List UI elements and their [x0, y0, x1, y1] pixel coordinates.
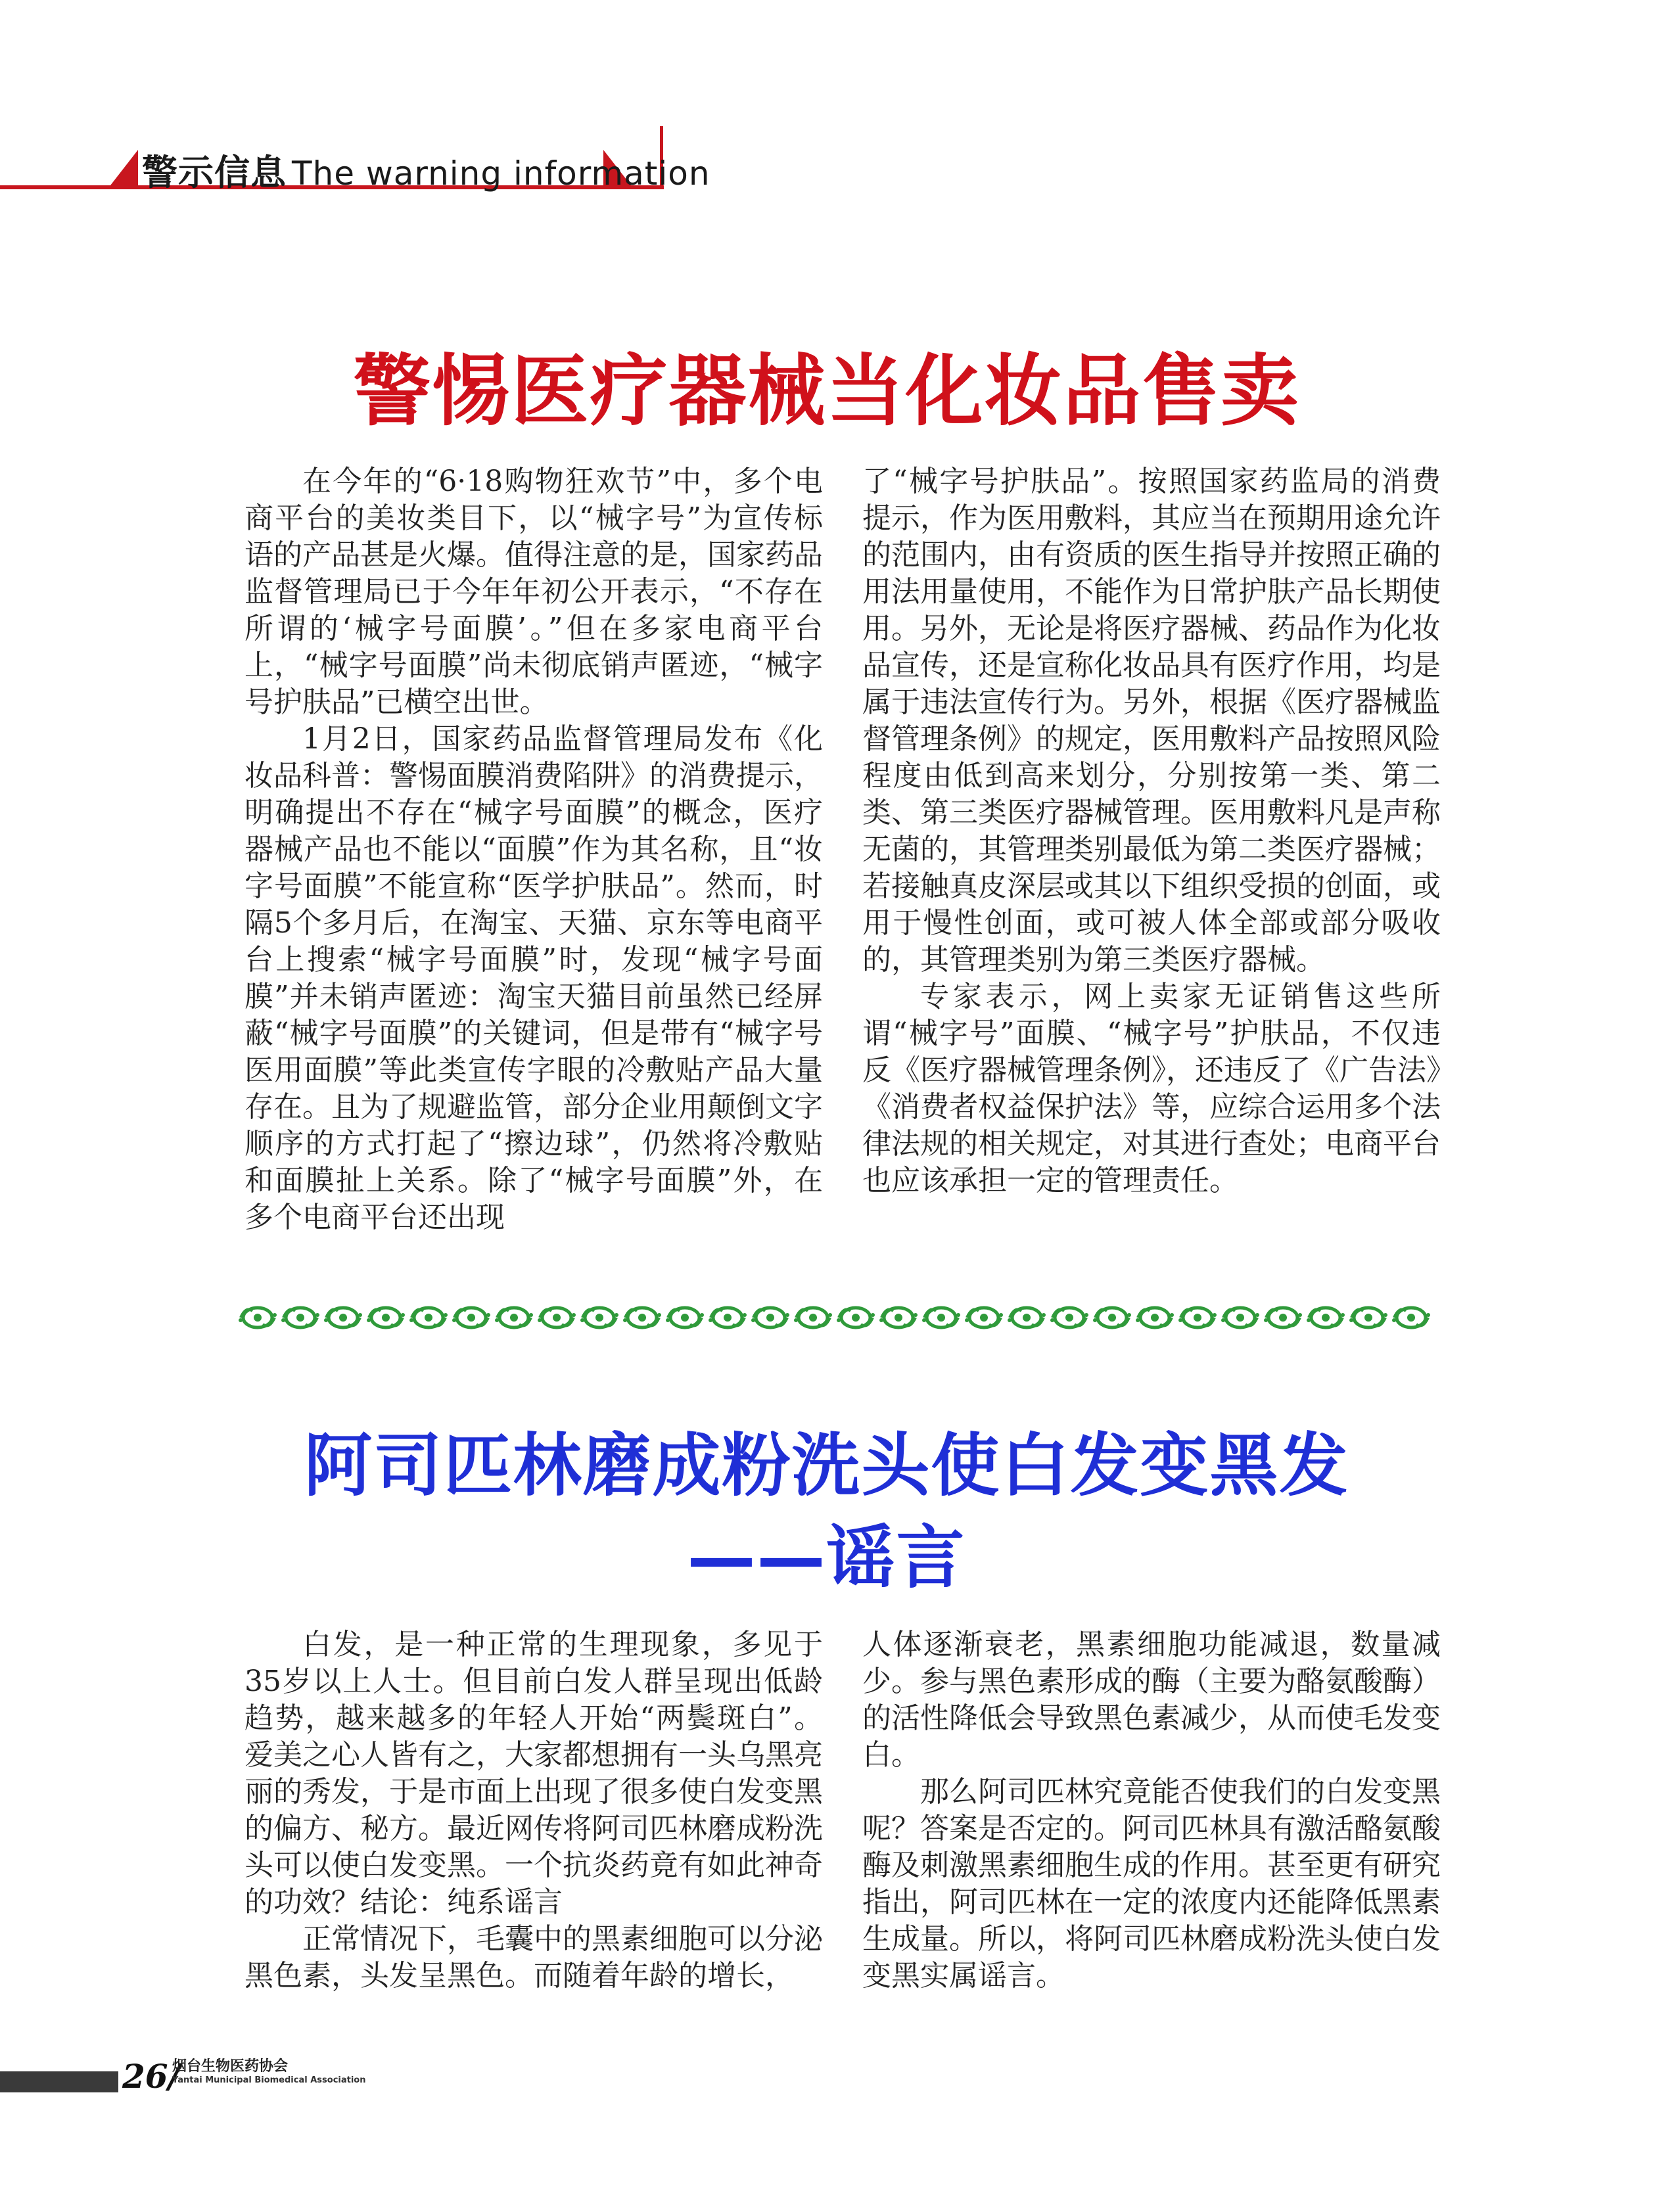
footer-organization	[172, 2058, 365, 2086]
article2-title	[0, 1419, 1653, 1603]
ornament-motif	[580, 1308, 618, 1327]
header-triangle-left	[110, 150, 138, 185]
ornament-motif	[623, 1308, 661, 1327]
article1-paragraph: 专家表示，网上卖家无证销售这些所谓“械字号”面膜、“械字号”护肤品，不仅违反《医疗器械管理条例》，还违反了《广告法》《消费者权益保护法》等，应综合运用多个法律法规的相关规定，对其进行查处；电商平台也应该承担一定的管理责任。	[862, 980, 1441, 1197]
section-title-cn: 警示信息	[142, 152, 287, 193]
ornament-motif	[1008, 1308, 1046, 1327]
footer-bar	[0, 2071, 118, 2092]
ornament-motif	[1392, 1308, 1430, 1327]
section-title-en: The warning information	[292, 154, 710, 193]
ornament-motif	[666, 1308, 704, 1327]
ornament-motif	[452, 1308, 490, 1327]
article1-paragraph: 了“械字号护肤品”。按照国家药监局的消费提示，作为医用敷料，其应当在预期用途允许的范围内，由有资质的医生指导并按照正确的用法用量使用，不能作为日常护肤产品长期使用。另外，无论是将医疗器械、药品作为化妆品宣传，还是宣称化妆品具有医疗作用，均是属于违法宣传行为。另外，根据《医疗器械监督管理条例》的规定，医用敷料产品按照风险程度由低到高来划分，分别按第一类、第二类、第三类医疗器械管理。医用敷料凡是声称无菌的，其管理类别最低为第二类医疗器械；若接触真皮深层或其以下组织受损的创面，或用于慢性创面，或可被人体全部或部分吸收的，其管理类别为第三类医疗器械。	[862, 465, 1441, 977]
article1-paragraph: 1月2日，国家药品监督管理局发布《化妆品科普：警惕面膜消费陷阱》的消费提示，明确提出不存在“械字号面膜”的概念，医疗器械产品也不能以“面膜”作为其名称，且“妆字号面膜”不能宣称“医学护肤品”。然而，时隔5个多月后，在淘宝、天猫、京东等电商平台上搜索“械字号面膜”时，发现“械字号面膜”并未销声匿迹：淘宝天猫目前虽然已经屏蔽“械字号面膜”的关键词，但是带有“械字号医用面膜”等此类宣传字眼的冷敷贴产品大量存在。且为了规避监管，部分企业用颠倒文字顺序的方式打起了“擦边球”，仍然将冷敷贴和面膜扯上关系。除了“械字号面膜”外，在多个电商平台还出现	[244, 722, 823, 1234]
ornament-motif	[922, 1308, 960, 1327]
ornament-motif	[239, 1308, 277, 1327]
ornament-motif	[367, 1308, 405, 1327]
ornament-motif	[1178, 1308, 1217, 1327]
article2-paragraph: 白发，是一种正常的生理现象，多见于35岁以上人士。但目前白发人群呈现出低龄趋势，越来越多的年轻人开始“两鬓斑白”。爱美之心人皆有之，大家都想拥有一头乌黑亮丽的秀发，于是市面上出现了很多使白发变黑的偏方、秘方。最近网传将阿司匹林磨成粉洗头可以使白发变黑。一个抗炎药竟有如此神奇的功效？结论：纯系谣言	[244, 1628, 823, 1919]
article1-left-column	[244, 463, 823, 1236]
ornament-motif	[1136, 1308, 1174, 1327]
article2-paragraph: 正常情况下，毛囊中的黑素细胞可以分泌黑色素，头发呈黑色。而随着年龄的增长，	[244, 1922, 823, 1993]
ornament-motif	[1093, 1308, 1131, 1327]
ornament-motif	[794, 1308, 832, 1327]
article2-title-line2: ——谣言	[687, 1517, 966, 1598]
ornament-motif	[965, 1308, 1003, 1327]
article2-paragraph: 那么阿司匹林究竟能否使我们的白发变黑呢？答案是否定的。阿司匹林具有激活酪氨酸酶及刺激黑素细胞生成的作用。甚至更有研究指出，阿司匹林在一定的浓度内还能降低黑素生成量。所以，将阿司匹林磨成粉洗头使白发变黑实属谣言。	[862, 1775, 1441, 1993]
article1-right-column	[862, 463, 1441, 1199]
footer-org-en: Yantai Municipal Biomedical Association	[172, 2075, 366, 2085]
ornament-motif	[281, 1308, 319, 1327]
ornament-motif	[1349, 1308, 1387, 1327]
ornament-motif	[879, 1308, 918, 1327]
article2-left-column	[244, 1626, 823, 1994]
ornament-motif	[324, 1308, 362, 1327]
ornament-motif	[1307, 1308, 1345, 1327]
ornament-motif	[751, 1308, 789, 1327]
footer-org-cn: 烟台生物医药协会	[172, 2058, 289, 2075]
ornament-divider	[237, 1298, 1439, 1337]
article1-title: 警惕医疗器械当化妆品售卖	[353, 346, 1300, 436]
ornament-motif	[495, 1308, 533, 1327]
ornament-motif	[1221, 1308, 1259, 1327]
article1-paragraph: 在今年的“6·18购物狂欢节”中，多个电商平台的美妆类目下，以“械字号”为宣传标语的产品甚是火爆。值得注意的是，国家药品监督管理局已于今年年初公开表示，“不存在所谓的‘械字号面膜’。”但在多家电商平台上，“械字号面膜”尚未彻底销声匿迹，“械字号护肤品”已横空出世。	[244, 465, 823, 719]
section-header	[142, 145, 710, 195]
ornament-motif	[837, 1308, 875, 1327]
ornament-motif	[538, 1308, 576, 1327]
article2-title-line1: 阿司匹林磨成粉洗头使白发变黑发	[304, 1425, 1349, 1506]
ornament-motif	[709, 1308, 747, 1327]
page-number: 26/	[122, 2057, 180, 2096]
ornament-motif	[409, 1308, 448, 1327]
article2-paragraph: 人体逐渐衰老，黑素细胞功能减退，数量减少。参与黑色素形成的酶（主要为酪氨酸酶）的活性降低会导致黑色素减少，从而使毛发变白。	[862, 1628, 1441, 1772]
article2-right-column	[862, 1626, 1441, 1994]
ornament-motif	[1050, 1308, 1088, 1327]
ornament-motif	[1264, 1308, 1302, 1327]
